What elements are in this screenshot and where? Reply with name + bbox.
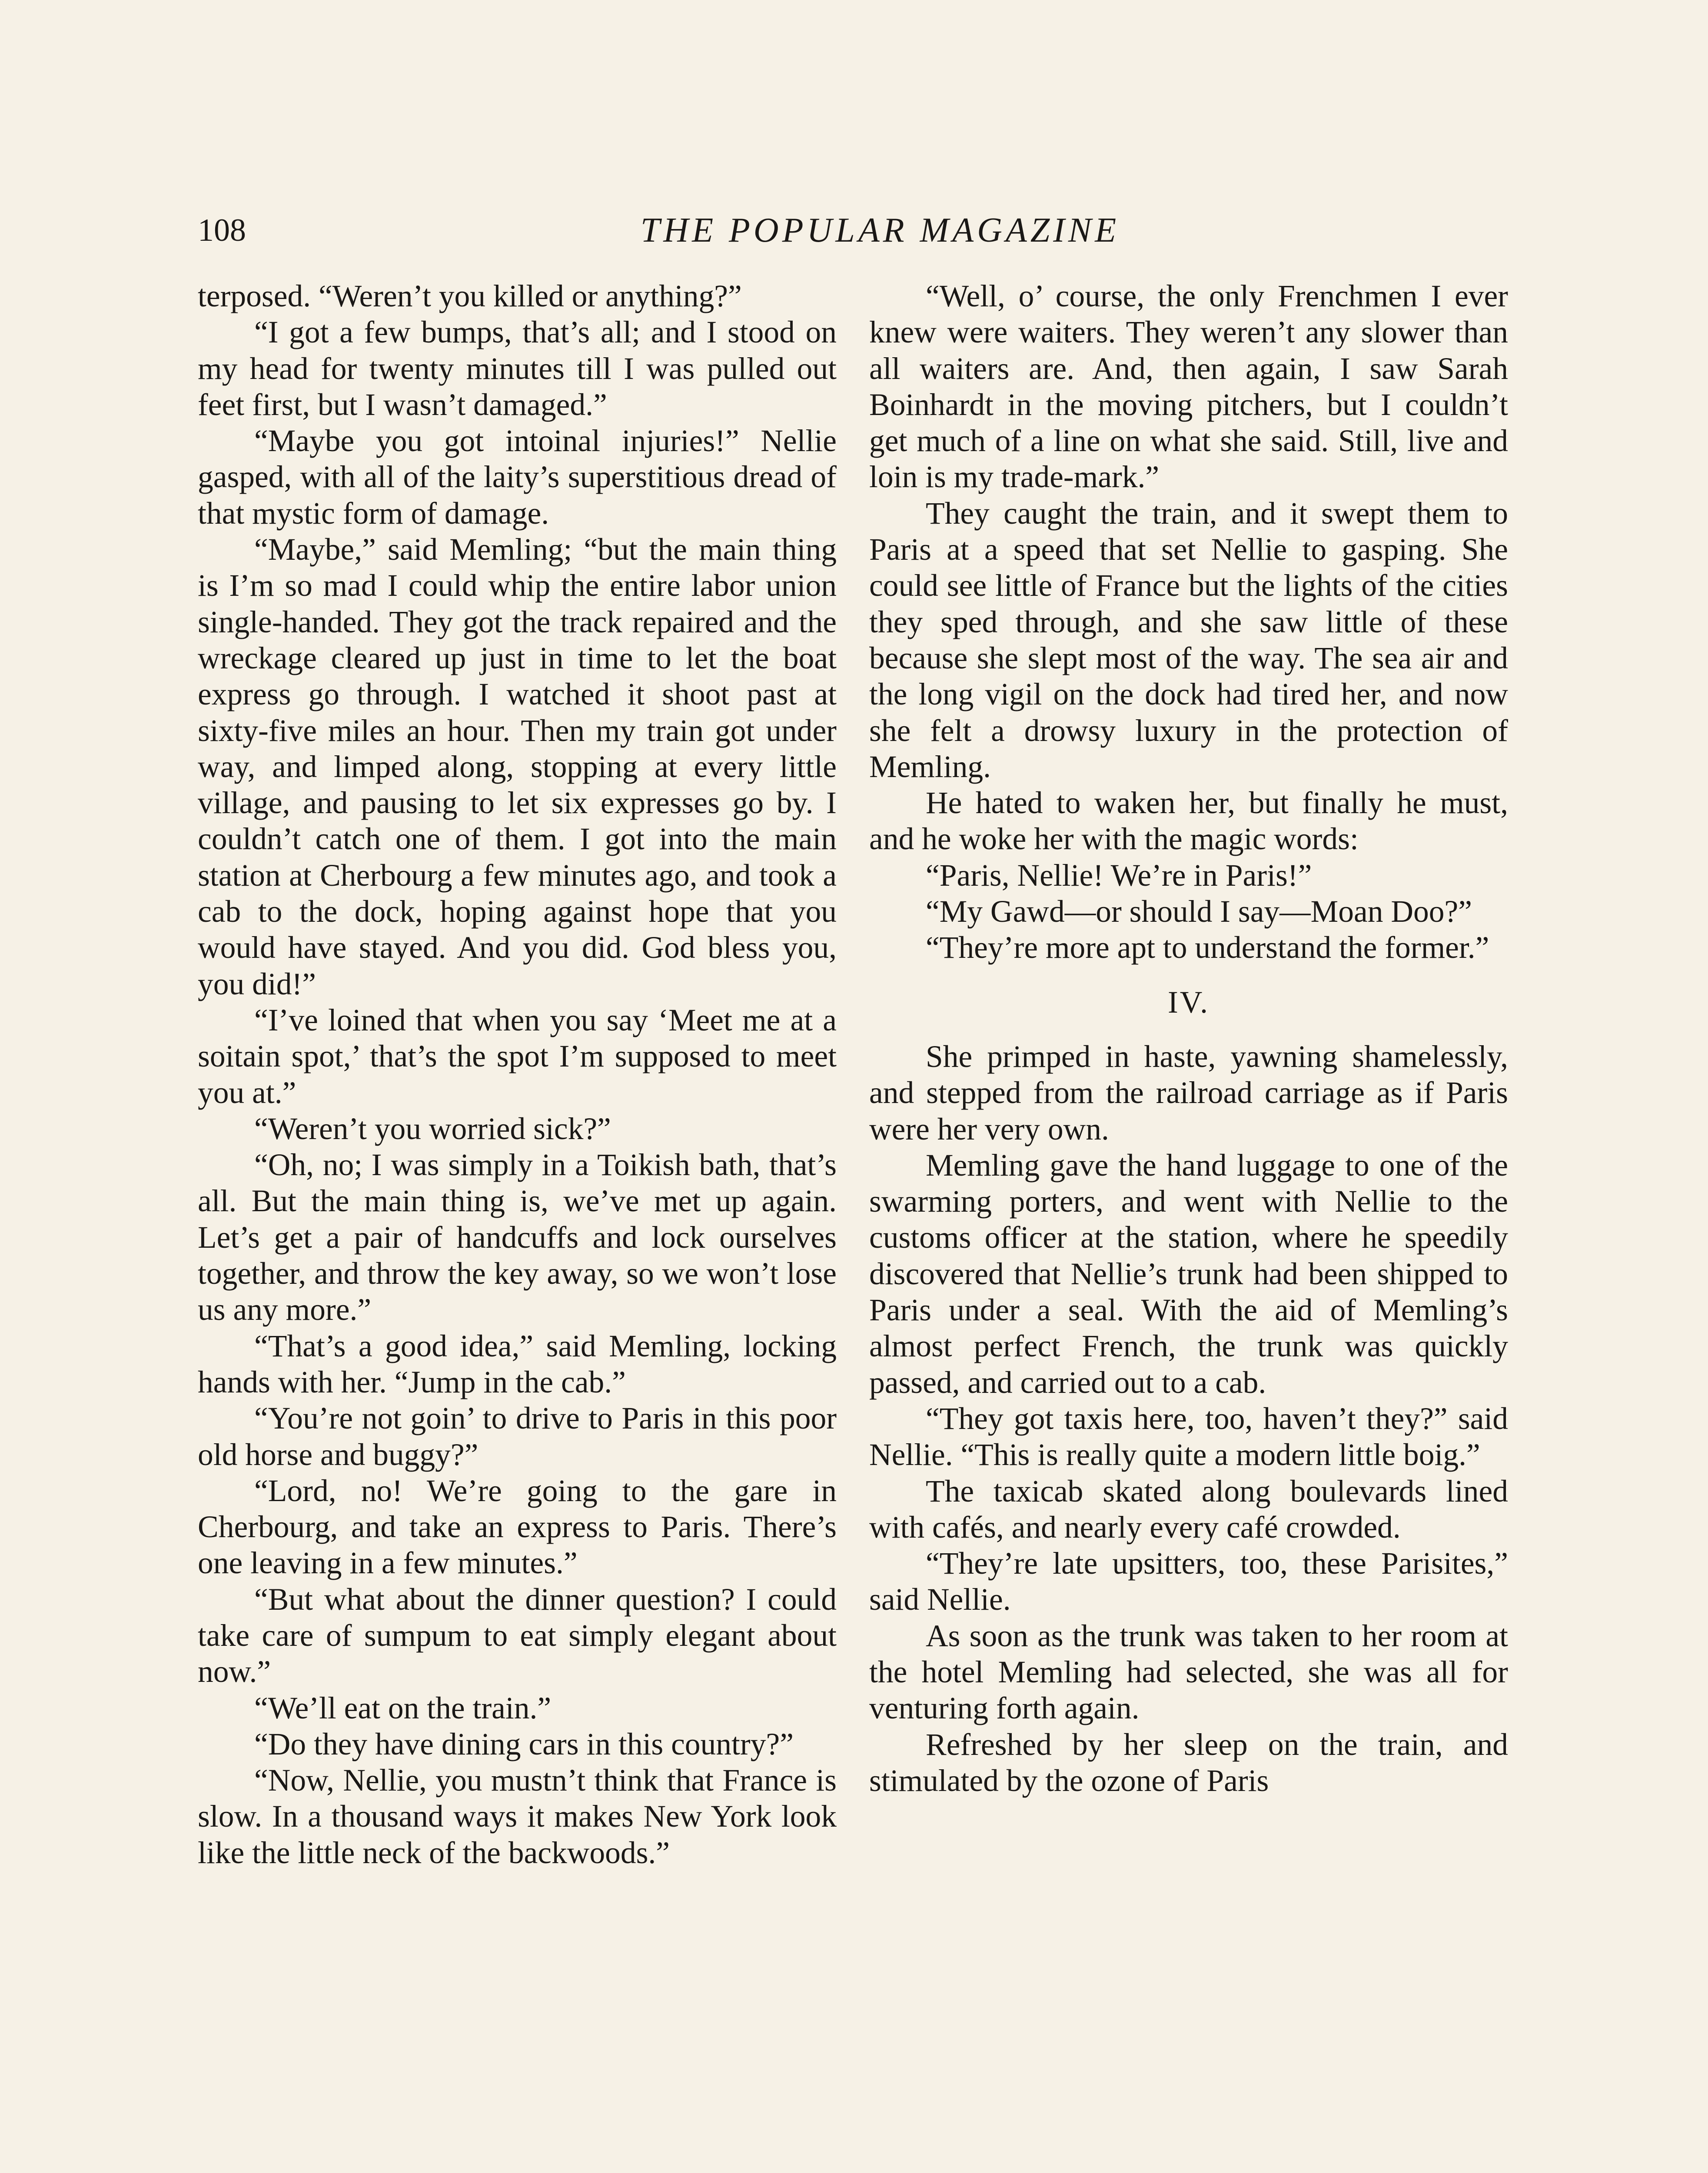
paragraph: “You’re not goin’ to drive to Paris in this poor old horse and buggy?” — [198, 1401, 837, 1472]
paragraph: “I’ve loined that when you say ‘Meet me at a soitain spot,’ that’s the spot I’m supposed to meet you at.” — [198, 1003, 837, 1110]
paragraph: The taxicab skated along boulevards lined with cafés, and nearly every café crowded. — [869, 1474, 1508, 1545]
paragraph: “They’re more apt to understand the former.” — [926, 930, 1489, 965]
paragraph: “That’s a good idea,” said Memling, locking hands with her. “Jump in the cab.” — [198, 1329, 837, 1399]
paragraph: “Do they have dining cars in this country?” — [254, 1727, 794, 1761]
paragraph: As soon as the trunk was taken to her room at the hotel Memling had selected, she was all for venturing forth again. — [869, 1618, 1508, 1726]
paragraph: “My Gawd—or should I say—Moan Doo?” — [926, 894, 1472, 929]
paragraph: “But what about the dinner question? I could take care of sumpum to eat simply elegant about now.” — [198, 1582, 837, 1689]
page-header — [198, 204, 1562, 256]
paragraph: She primped in haste, yawning shamelessly, and stepped from the railroad carriage as if Paris were her very own. — [869, 1039, 1508, 1146]
section-heading: IV. — [1167, 985, 1210, 1020]
paragraph: “Paris, Nellie! We’re in Paris!” — [926, 858, 1312, 893]
running-title: THE POPULAR MAGAZINE — [640, 211, 1120, 249]
paragraph: “Weren’t you worried sick?” — [254, 1111, 611, 1146]
paragraph: “Now, Nellie, you mustn’t think that France is slow. In a thousand ways it makes New York look like the little neck of the backwoods.” — [198, 1763, 837, 1870]
paragraph: terposed. “Weren’t you killed or anything?” — [198, 279, 742, 313]
right-column — [869, 278, 1508, 1799]
page-number: 108 — [198, 213, 246, 248]
paragraph: “Maybe,” said Memling; “but the main thing is I’m so mad I could whip the entire labor union single-handed. They got the track repaired and the wreckage cleared up just in time to let the boat express go through. I watched it shoot past at sixty-five miles an hour. Then my train got under way, and limped along, stopping at every little village, and pausing to let six expresses go by. I couldn’t catch one of them. I got into the main station at Cherbourg a few minutes ago, and took a cab to the dock, hoping against hope that you would have stayed. And you did. God bless you, you did!” — [198, 532, 837, 1001]
paragraph: “I got a few bumps, that’s all; and I stood on my head for twenty minutes till I was pulled out feet first, but I wasn’t damaged.” — [198, 315, 837, 422]
paragraph: They caught the train, and it swept them to Paris at a speed that set Nellie to gasping. She could see little of France but the lights of the cities they sped through, and she saw little of these because she slept most of the way. The sea air and the long vigil on the dock had tired her, and now she felt a drowsy luxury in the protection of Memling. — [869, 496, 1508, 784]
paragraph: “They’re late upsitters, too, these Parisites,” said Nellie. — [869, 1546, 1508, 1617]
paragraph: “Oh, no; I was simply in a Toikish bath, that’s all. But the main thing is, we’ve met up again. Let’s get a pair of handcuffs and lock ourselves together, and throw the key away, so we won’t lose us any more.” — [198, 1148, 837, 1327]
left-column — [198, 278, 837, 1871]
paragraph: “They got taxis here, too, haven’t they?” said Nellie. “This is really quite a modern little boig.” — [869, 1401, 1508, 1472]
paragraph: “Well, o’ course, the only Frenchmen I ever knew were waiters. They weren’t any slower than all waiters are. And, then again, I saw Sarah Boinhardt in the moving pitchers, but I couldn’t get much of a line on what she said. Still, live and loin is my trade-mark.” — [869, 279, 1508, 495]
paragraph: “Maybe you got intoinal injuries!” Nellie gasped, with all of the laity’s superstitious dread of that mystic form of damage. — [198, 424, 837, 531]
paragraph: Refreshed by her sleep on the train, and stimulated by the ozone of Paris — [869, 1727, 1508, 1798]
paragraph: “We’ll eat on the train.” — [254, 1691, 552, 1725]
paragraph: “Lord, no! We’re going to the gare in Cherbourg, and take an express to Paris. There’s one leaving in a few minutes.” — [198, 1473, 837, 1581]
paragraph: He hated to waken her, but finally he must, and he woke her with the magic words: — [869, 786, 1508, 857]
paragraph: Memling gave the hand luggage to one of the swarming porters, and went with Nellie to the customs officer at the station, where he speedily discovered that Nellie’s trunk had been shipped to Paris under a seal. With the aid of Memling’s almost perfect French, the trunk was quickly passed, and carried out to a cab. — [869, 1148, 1508, 1400]
